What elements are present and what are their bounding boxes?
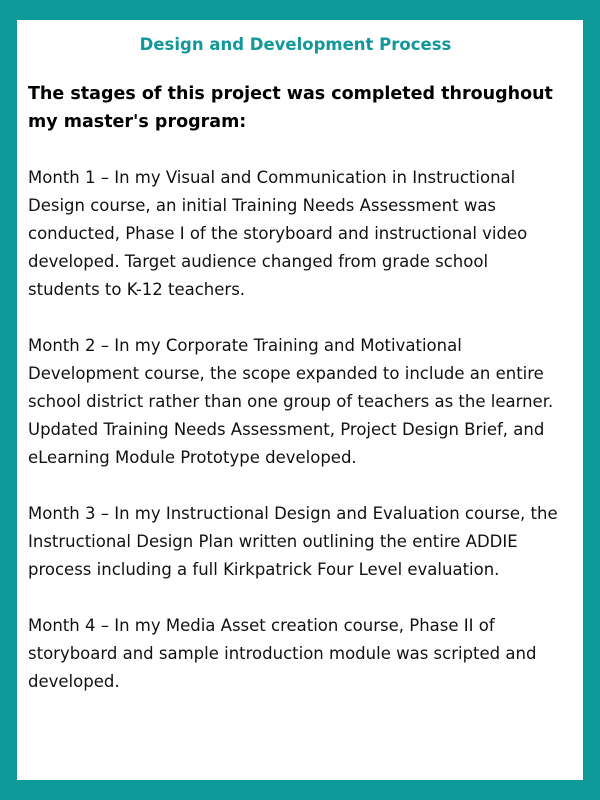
month-1-paragraph: Month 1 – In my Visual and Communication in Instructional Design course, an initial Training Needs Assessment was conducted, Phase I of the storyboard and instructional video developed. Target audience changed from grade school students to K-12 teachers. xyxy=(28,168,528,299)
content-card xyxy=(17,20,583,780)
intro-heading: The stages of this project was completed throughout my master's program: xyxy=(28,84,553,132)
page-title: Design and Development Process xyxy=(139,35,452,54)
month-2-paragraph: Month 2 – In my Corporate Training and Motivational Development course, the scope expanded to include an entire school district rather than one group of teachers as the learner. Updated Training Needs Assessment, Project Design Brief, and eLearning Module Prototype developed. xyxy=(28,336,554,467)
month-3-paragraph: Month 3 – In my Instructional Design and Evaluation course, the Instructional Design Plan written outlining the entire ADDIE process including a full Kirkpatrick Four Level evaluation. xyxy=(28,504,558,579)
month-4-paragraph: Month 4 – In my Media Asset creation course, Phase II of storyboard and sample introduction module was scripted and developed. xyxy=(28,616,537,691)
